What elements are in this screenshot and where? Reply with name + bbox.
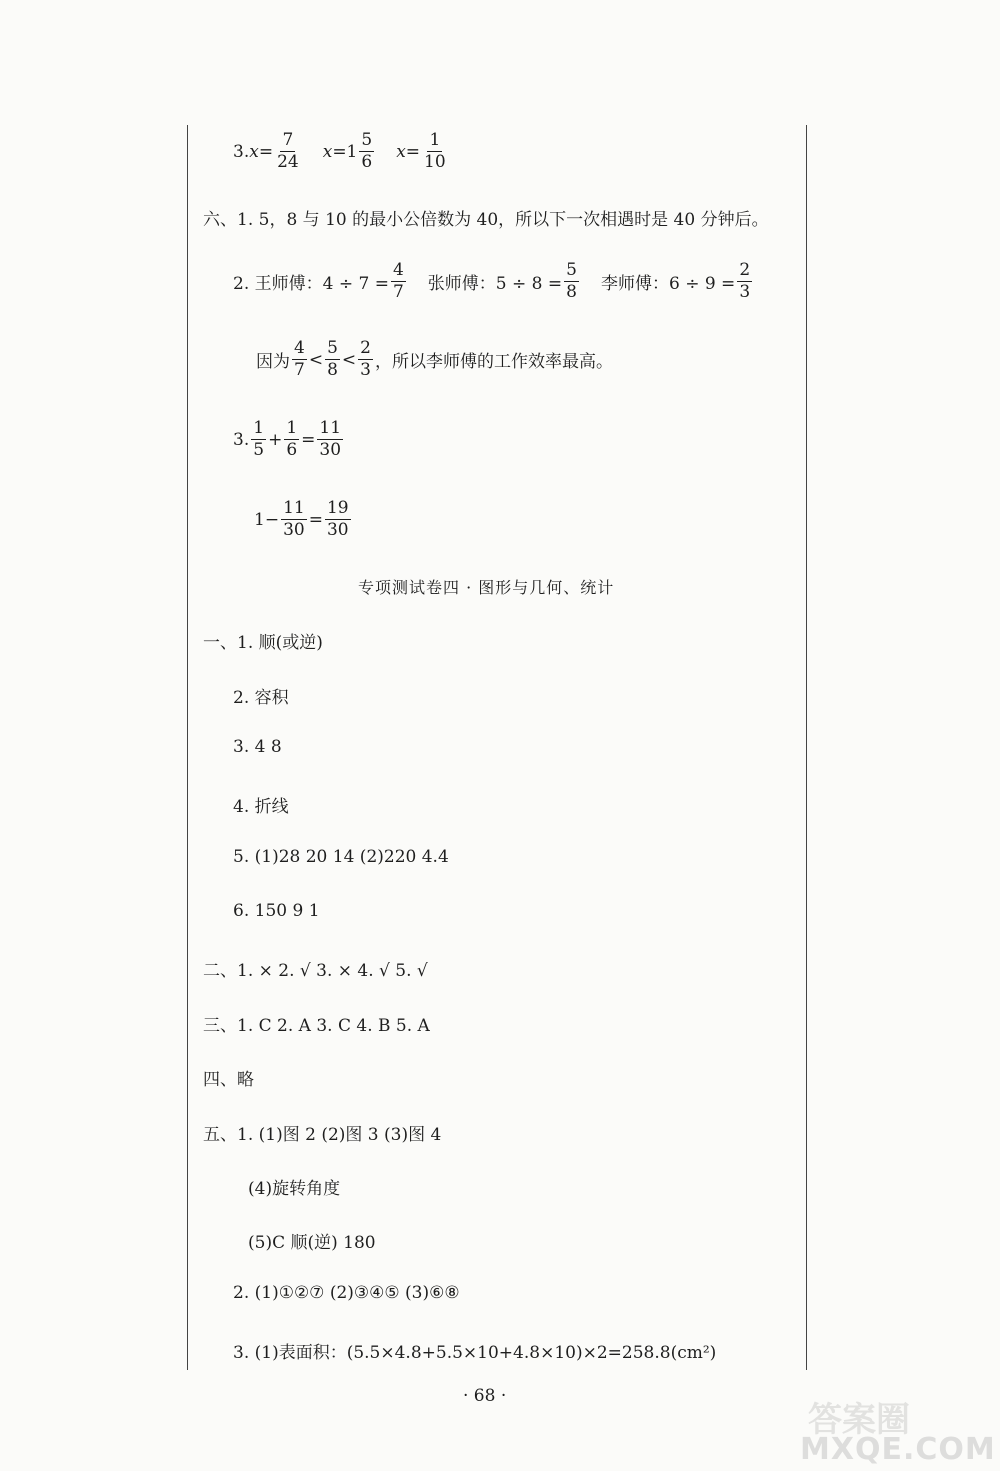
fraction [284,420,299,459]
equals-sign: = [301,429,316,450]
numerator: 4 [294,338,305,358]
answer-text: 张师傅：5 ÷ 8 = [427,274,563,294]
answer-text: ，所以李师傅的工作效率最高。 [374,352,613,372]
answer-text: 3. 4 8 [233,737,282,757]
answer-text: 2. 容积 [233,688,289,708]
variable-x: x [322,141,333,162]
answer-text: 五、1. (1)图 2 (2)图 3 (3)图 4 [203,1125,442,1145]
answer-line [233,1283,460,1303]
section-title [358,575,614,598]
answer-text: 六、1. 5，8 与 10 的最小公倍数为 40，所以下一次相遇时是 40 分钟后。 [203,210,769,230]
answer-line-equations [233,132,450,171]
answer-text: 2. 王师傅：4 ÷ 7 = [233,274,389,294]
denominator: 7 [294,360,305,380]
fraction [737,262,752,301]
numerator: 2 [739,260,751,280]
numerator: 7 [282,130,294,150]
answer-text: 6. 150 9 1 [233,901,320,921]
variable-x: x [396,141,406,162]
answer-line [203,956,428,981]
answer-text: 1− [254,509,280,530]
numerator: 19 [326,498,349,518]
answer-line [203,1065,254,1090]
denominator: 7 [392,282,404,302]
denominator: 8 [566,282,577,302]
answer-line-sum [233,420,345,459]
answer-line [233,901,320,921]
denominator: 6 [286,440,298,460]
answer-line [233,683,289,708]
answer-text: 3. (1)表面积：(5.5×4.8+5.5×10+4.8×10)×2=258.8(cm²) [233,1343,717,1363]
denominator: 6 [361,152,373,172]
answer-line [248,1228,376,1253]
denominator: 5 [253,440,265,460]
numerator: 1 [286,418,298,438]
answer-line [233,792,289,817]
equals-sign: = [258,141,274,162]
denominator: 30 [283,520,305,540]
denominator: 10 [424,152,446,172]
fraction [325,340,340,379]
answer-text: 4. 折线 [233,797,289,817]
fraction [359,132,374,171]
numerator: 5 [566,260,577,280]
plus-sign: + [268,429,283,450]
numerator: 4 [392,260,404,280]
numerator: 11 [283,498,305,518]
denominator: 3 [360,360,371,380]
watermark-logo [800,1392,1000,1467]
watermark-text: MXQE.COM [800,1432,996,1467]
answer-text: 三、1. C 2. A 3. C 4. B 5. A [203,1016,430,1036]
fraction [281,500,307,539]
watermark-top-text: 答案圈 [808,1400,910,1440]
answer-line [233,1338,716,1363]
answer-text: (5)C 顺(逆) 180 [248,1233,376,1253]
answer-text: 因为 [256,352,290,372]
less-than-sign: < [308,349,324,370]
answer-text: 李师傅：6 ÷ 9 = [600,274,736,294]
fraction [325,500,351,539]
fraction [391,262,406,301]
left-margin-line [187,125,188,1370]
answer-text: (4)旋转角度 [248,1179,341,1199]
answer-line [203,205,769,230]
answer-line [248,1174,340,1199]
numerator: 5 [327,338,338,358]
denominator: 3 [739,282,751,302]
answer-line [203,628,323,653]
numerator: 1 [429,130,441,150]
right-margin-line [806,125,807,1370]
item-number: 3. [233,429,250,450]
numerator: 5 [361,130,373,150]
equals-sign: = [308,509,323,530]
item-number: 3. [233,141,250,162]
denominator: 30 [319,440,342,460]
fraction [251,420,266,459]
answer-line [203,1011,430,1036]
answer-text: 5. (1)28 20 14 (2)220 4.4 [233,847,449,867]
answer-line-difference [254,500,353,539]
answer-text: 二、1. × 2. √ 3. × 4. √ 5. √ [203,961,428,981]
numerator: 2 [360,338,371,358]
equals-sign: = [405,141,421,162]
fraction [292,340,307,379]
answer-text: 2. (1)①②⑦ (2)③④⑤ (3)⑥⑧ [233,1283,460,1303]
answer-line [233,847,449,867]
answer-text: 一、1. 顺(或逆) [203,633,323,653]
answer-text: 四、略 [203,1070,254,1090]
page-number: · 68 · [463,1386,507,1406]
fraction [564,262,579,301]
numerator: 11 [319,418,342,438]
fraction [317,420,343,459]
answer-line [203,1120,441,1145]
section-title-text: 专项测试卷四 · 图形与几何、统计 [358,578,615,597]
answer-line [233,737,282,757]
variable-x: x [249,141,259,162]
denominator: 24 [277,152,299,172]
equals-sign: =1 [332,141,358,162]
answer-line-comparison [256,340,613,379]
denominator: 8 [327,360,338,380]
fraction [422,132,448,171]
answer-line-worker-rates [233,262,754,301]
fraction [275,132,301,171]
denominator: 30 [326,520,349,540]
less-than-sign: < [341,349,357,370]
fraction [358,340,373,379]
numerator: 1 [253,418,265,438]
